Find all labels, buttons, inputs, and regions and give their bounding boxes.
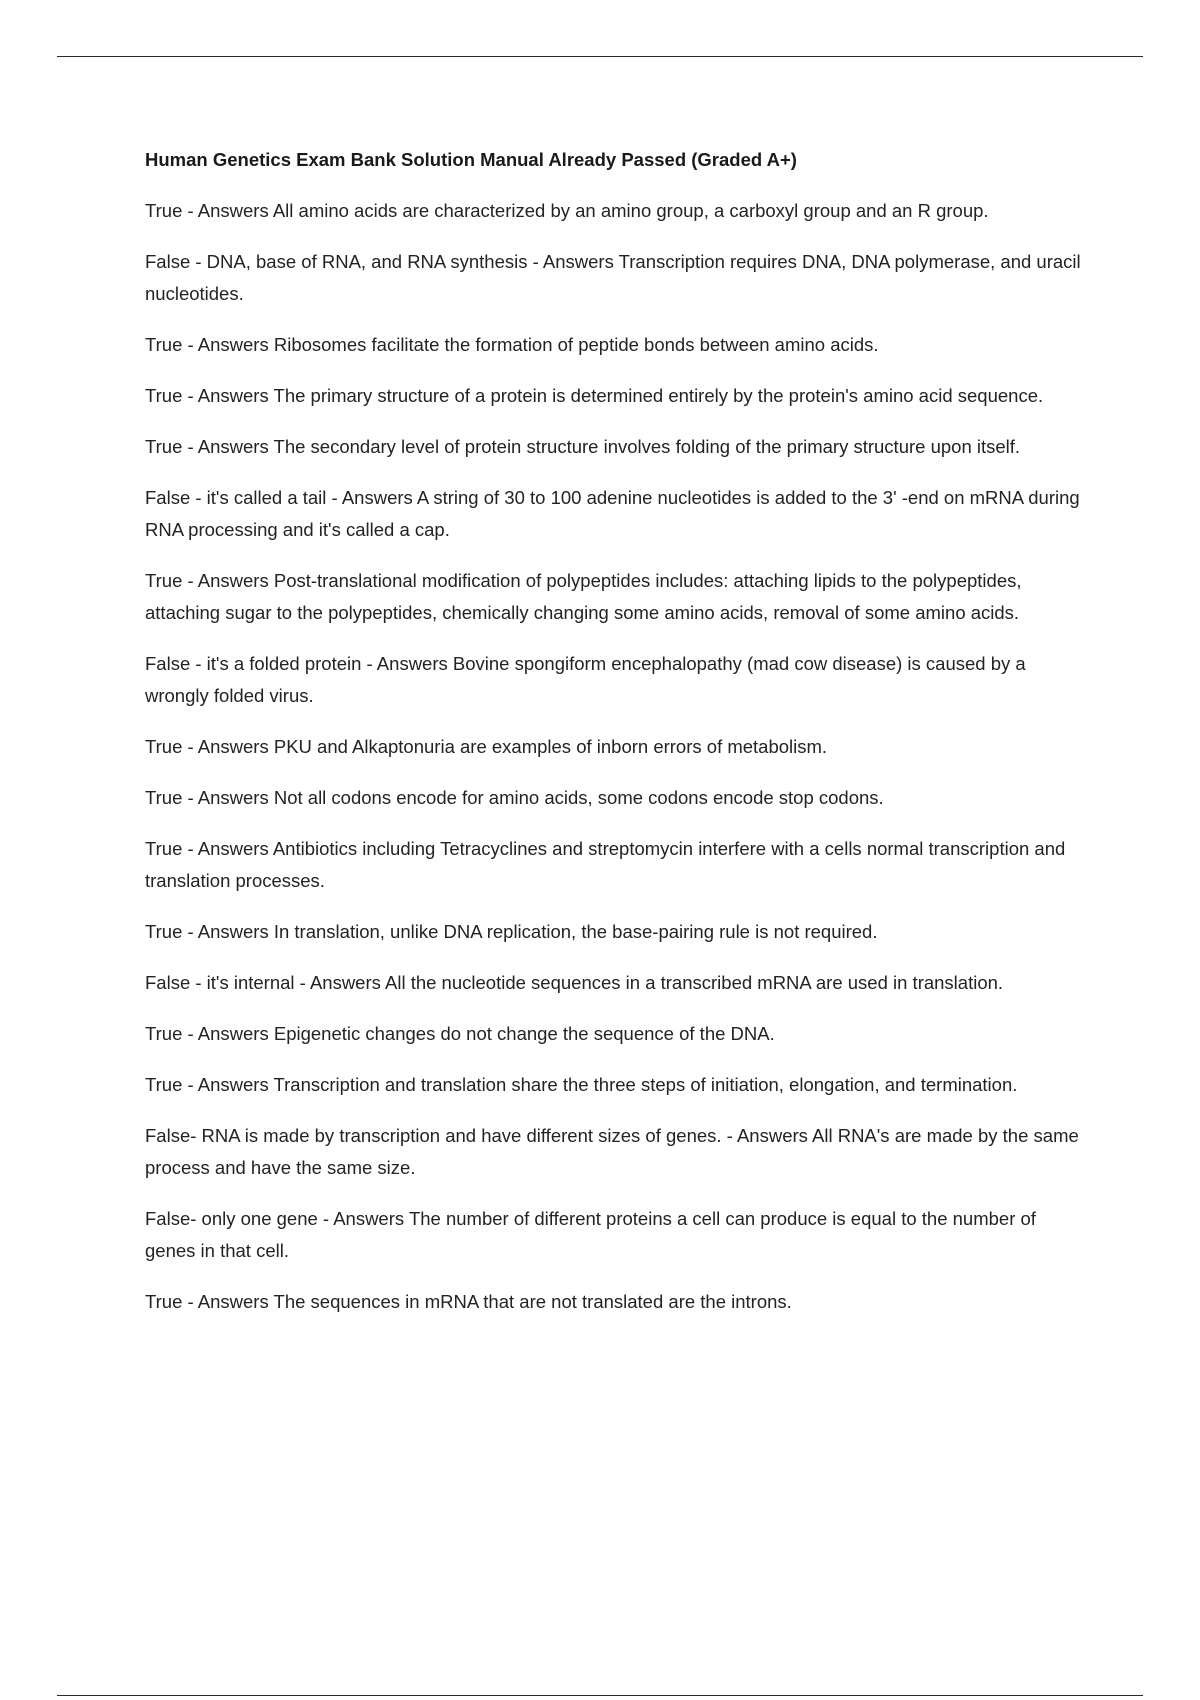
list-item: True - Answers Antibiotics including Tetracyclines and streptomycin interfere with a cells normal transcription and translation processes. (145, 838, 1066, 891)
list-item: True - Answers Not all codons encode for amino acids, some codons encode stop codons. (145, 787, 884, 808)
document-body (145, 145, 1090, 1337)
list-item: True - Answers Ribosomes facilitate the formation of peptide bonds between amino acids. (145, 334, 879, 355)
list-item: True - Answers Transcription and translation share the three steps of initiation, elongation, and termination. (145, 1074, 1018, 1095)
answer-list (145, 195, 1090, 1318)
list-item: True - Answers Post-translational modification of polypeptides includes: attaching lipids to the polypeptides, attaching sugar to the polypeptides, chemically changing some amino acids, removal of some amino acids. (145, 570, 1022, 623)
list-item: True - Answers The primary structure of a protein is determined entirely by the protein's amino acid sequence. (145, 385, 1044, 406)
list-item: False - it's a folded protein - Answers Bovine spongiform encephalopathy (mad cow disease) is caused by a wrongly folded virus. (145, 653, 1026, 706)
list-item: True - Answers Epigenetic changes do not change the sequence of the DNA. (145, 1023, 775, 1044)
list-item: False- RNA is made by transcription and have different sizes of genes. - Answers All RNA's are made by the same process and have the same size. (145, 1125, 1079, 1178)
list-item: True - Answers The sequences in mRNA that are not translated are the introns. (145, 1291, 792, 1312)
list-item: False- only one gene - Answers The number of different proteins a cell can produce is equal to the number of genes in that cell. (145, 1208, 1036, 1261)
list-item: False - it's internal - Answers All the nucleotide sequences in a transcribed mRNA are used in translation. (145, 972, 1004, 993)
footer-rule (57, 1695, 1143, 1696)
list-item: True - Answers All amino acids are characterized by an amino group, a carboxyl group and an R group. (145, 200, 989, 221)
list-item: True - Answers The secondary level of protein structure involves folding of the primary structure upon itself. (145, 436, 1021, 457)
header-rule (57, 56, 1143, 57)
list-item: True - Answers In translation, unlike DNA replication, the base-pairing rule is not required. (145, 921, 878, 942)
document-title: Human Genetics Exam Bank Solution Manual Already Passed (Graded A+) (145, 149, 797, 170)
list-item: True - Answers PKU and Alkaptonuria are examples of inborn errors of metabolism. (145, 736, 828, 757)
list-item: False - it's called a tail - Answers A string of 30 to 100 adenine nucleotides is added to the 3' -end on mRNA during RNA processing and it's called a cap. (145, 487, 1080, 540)
list-item: False - DNA, base of RNA, and RNA synthesis - Answers Transcription requires DNA, DNA polymerase, and uracil nucleotides. (145, 251, 1081, 304)
